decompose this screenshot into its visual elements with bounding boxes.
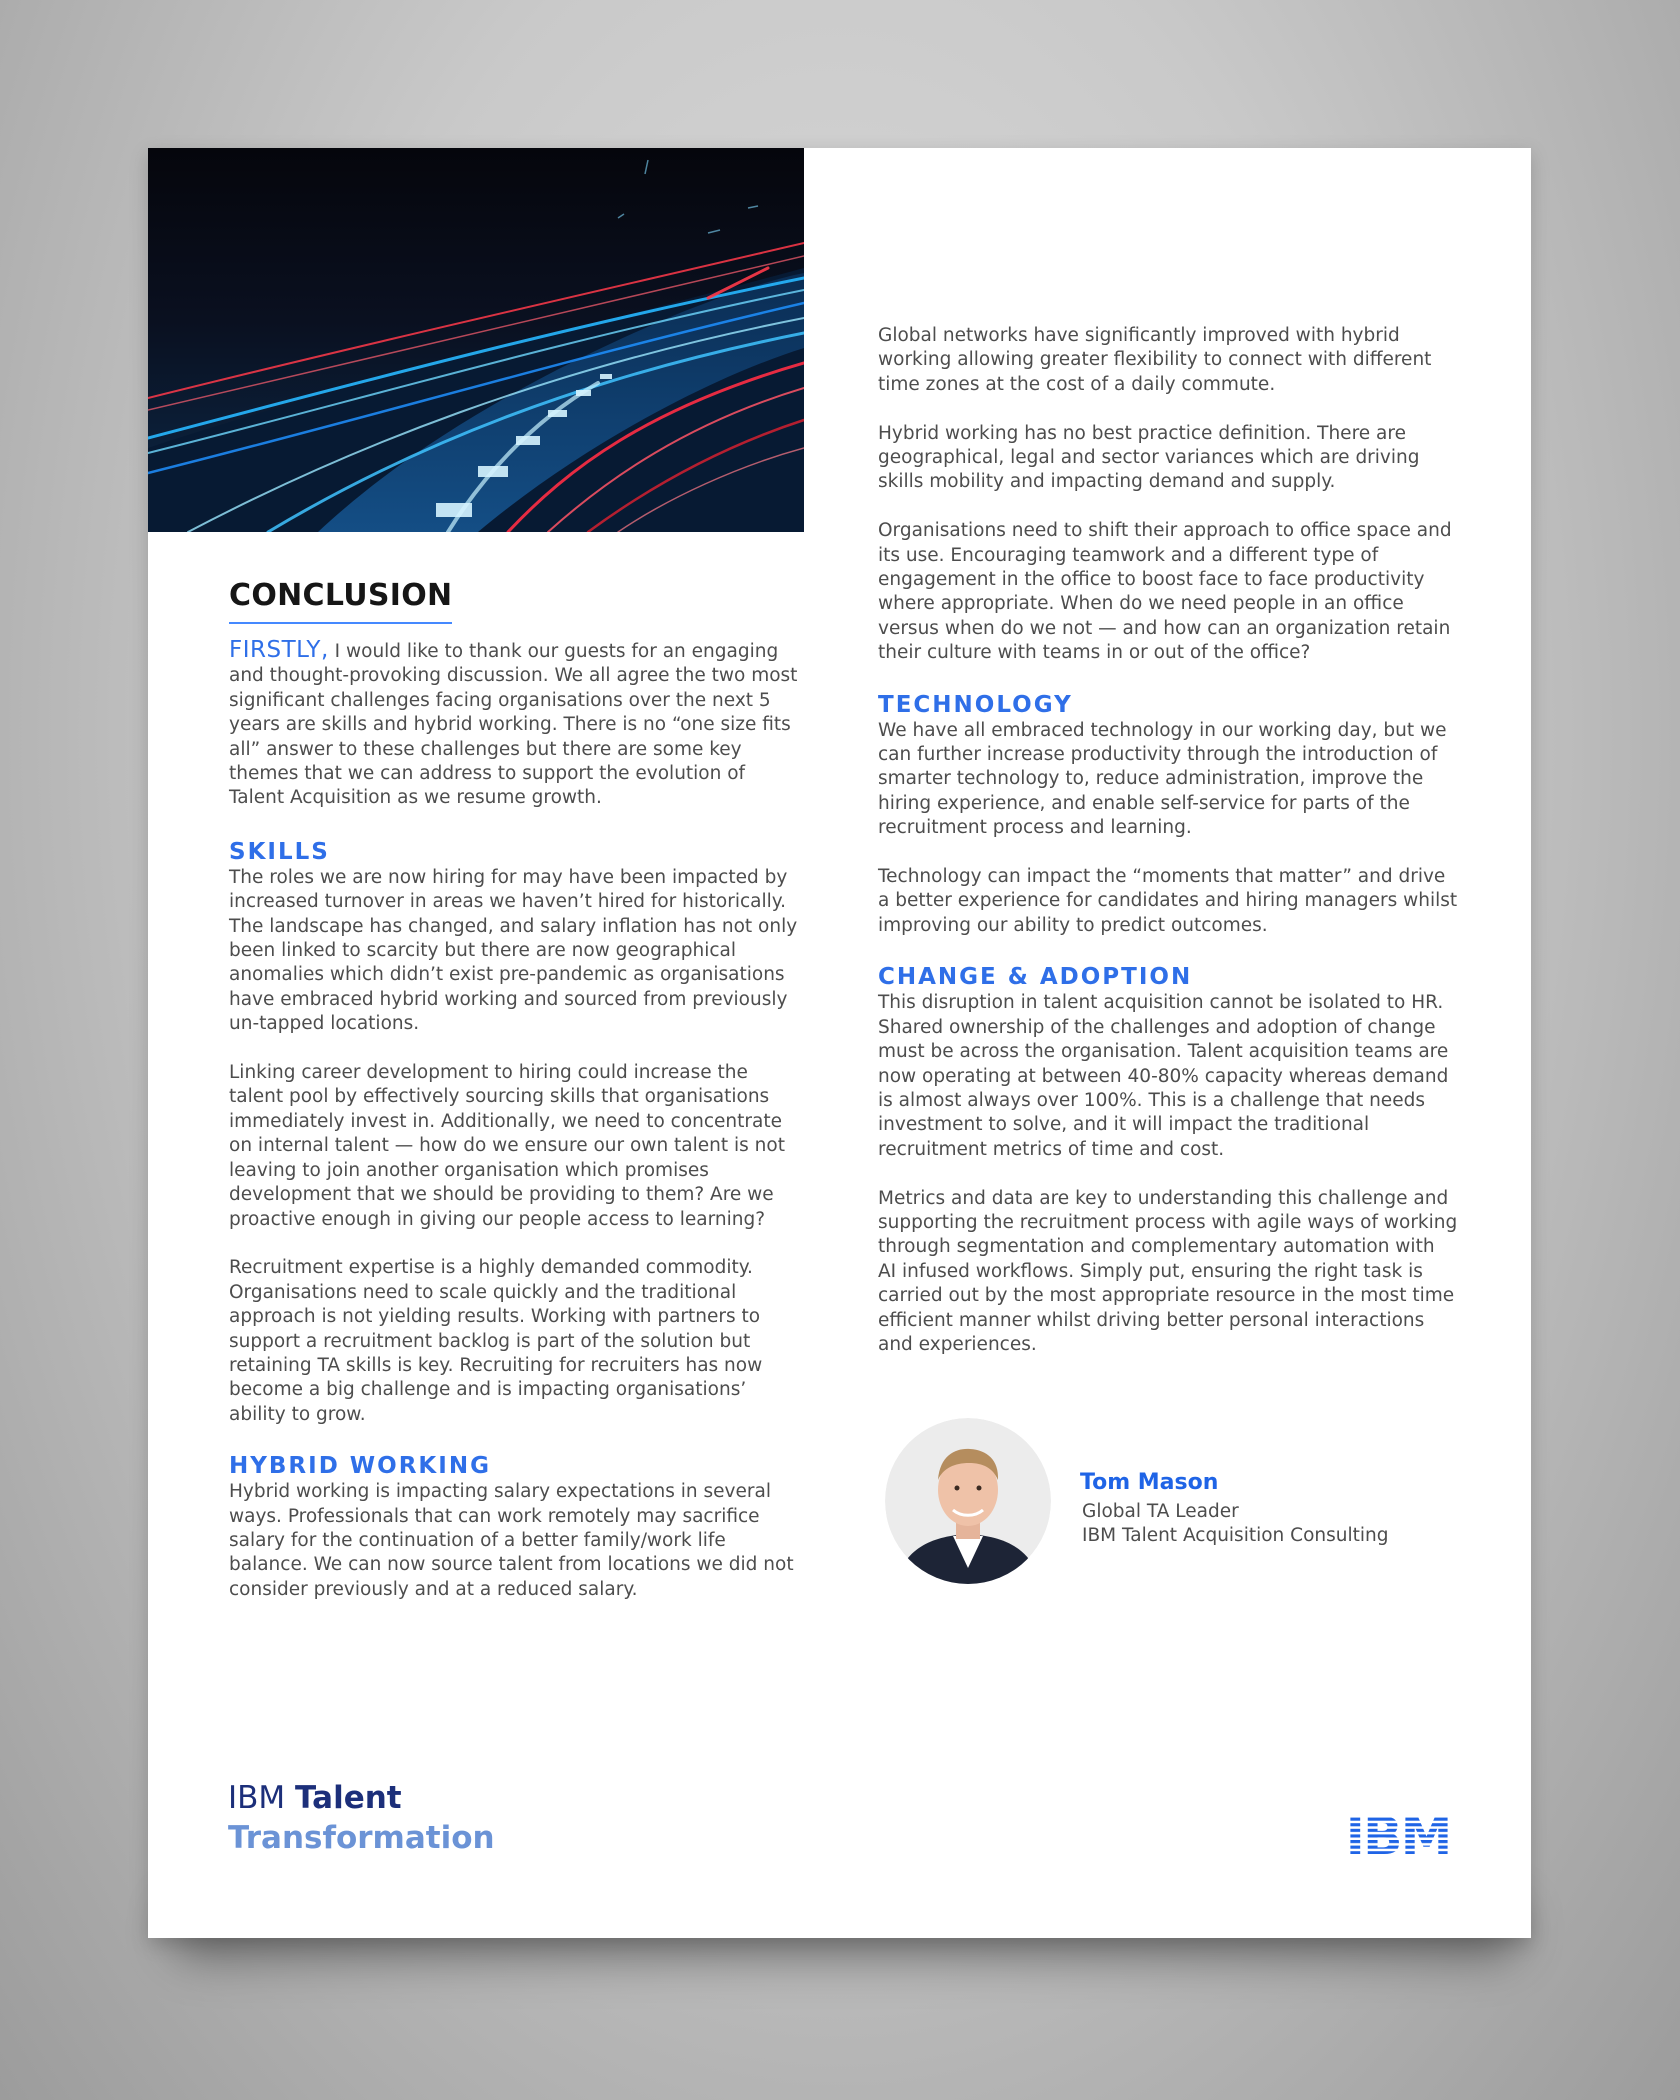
document-page: [148, 148, 1531, 1938]
author-company: IBM Talent Acquisition Consulting: [1082, 1525, 1389, 1546]
page-title: CONCLUSION: [229, 578, 452, 624]
ibm-logo-text: IBM: [1345, 1812, 1451, 1857]
section-heading-technology: TECHNOLOGY: [878, 691, 1073, 718]
section-heading-skills: SKILLS: [229, 838, 330, 865]
left-column: [229, 578, 799, 1602]
hybrid-paragraph: Global networks have significantly improved with hybrid working allowing greater flexibility to connect with different time zones at the cost of a daily commute.: [878, 325, 1432, 395]
technology-paragraph: Technology can impact the “moments that matter” and drive a better experience for candidates and hiring managers whilst improving our ability to predict outcomes.: [878, 866, 1458, 936]
author-avatar: [885, 1418, 1051, 1584]
hybrid-paragraph: Hybrid working is impacting salary expectations in several ways. Professionals that can work remotely may sacrifice salary for the continuation of a better family/work life balance. We can now source talent from locations we did not consider previously and at a reduced salary.: [229, 1481, 794, 1600]
brand-ibm-text: IBM: [228, 1780, 286, 1816]
intro-lead-word: FIRSTLY,: [229, 637, 329, 663]
section-heading-change-adoption: CHANGE & ADOPTION: [878, 964, 1193, 991]
brand-transformation-text: Transformation: [228, 1820, 495, 1856]
ibm-logo-icon: [1344, 1812, 1452, 1857]
section-heading-hybrid-working: HYBRID WORKING: [229, 1453, 491, 1480]
author-role: Global TA Leader: [1082, 1501, 1239, 1522]
technology-paragraph: We have all embraced technology in our working day, but we can further increase productivity through the introduction of smarter technology to, reduce administration, improve the hiring experience, and enable self-service for parts of the recruitment process and learning.: [878, 719, 1447, 839]
hero-light-trails-image: [148, 148, 804, 532]
brand-talent-text: Talent: [295, 1780, 402, 1816]
author-card: [885, 1418, 1445, 1588]
brand-wordmark: [228, 1778, 495, 1858]
skills-paragraph: Linking career development to hiring could increase the talent pool by effectively sourcing skills that organisations immediately invest in. Additionally, we need to concentrate on internal talent — how do we ensure our own talent is not leaving to join another organisation which promises development that we should be providing to them? Are we proactive enough in giving our people access to learning?: [229, 1062, 785, 1230]
skills-paragraph: The roles we are now hiring for may have been impacted by increased turnover in areas we haven’t hired for historically. The landscape has changed, and salary inflation has not only been linked to scarcity but there are now geographical anomalies which didn’t exist pre-pandemic as organisations have embraced hybrid working and sourced from previously un-tapped locations.: [229, 866, 798, 1035]
hybrid-paragraph: Organisations need to shift their approach to office space and its use. Encouraging teamwork and a different type of engagement in the office to boost face to face productivity where appropriate. When do we need people in an office versus when do we not — and how can an organization retain their culture with teams in or out of the office?: [878, 520, 1452, 664]
change-paragraph: This disruption in talent acquisition cannot be isolated to HR. Shared ownership of the challenges and adoption of change must be across the organisation. Talent acquisition teams are now operating at between 40-80% capacity whereas demand is almost always over 100%. This is a challenge that needs investment to solve, and it will impact the traditional recruitment metrics of time and cost.: [878, 992, 1449, 1160]
right-column: [878, 324, 1458, 1357]
intro-paragraph: [229, 638, 799, 811]
skills-paragraph: Recruitment expertise is a highly demanded commodity. Organisations need to scale quickly and the traditional approach is not yielding results. Working with partners to support a recruitment backlog is part of the solution but retaining TA skills is key. Recruiting for recruiters has now become a big challenge and is impacting organisations’ ability to grow.: [229, 1257, 763, 1425]
author-name: Tom Mason: [1080, 1470, 1219, 1495]
hybrid-paragraph: Hybrid working has no best practice definition. There are geographical, legal and sector variances which are driving skills mobility and impacting demand and supply.: [878, 422, 1420, 493]
intro-text: I would like to thank our guests for an engaging and thought-provoking discussion. We all agree the two most significant challenges facing organisations over the next 5 years are skills and hybrid working. There is no “one size fits all” answer to these challenges but there are some key themes that we can address to support the evolution of Talent Acquisition as we resume growth.: [229, 641, 798, 809]
change-paragraph: Metrics and data are key to understanding this challenge and supporting the recruitment process with agile ways of working through segmentation and complementary automation with AI infused workflows. Simply put, ensuring the right task is carried out by the most appropriate resource in the most time efficient manner whilst driving better personal interactions and experiences.: [878, 1187, 1458, 1355]
